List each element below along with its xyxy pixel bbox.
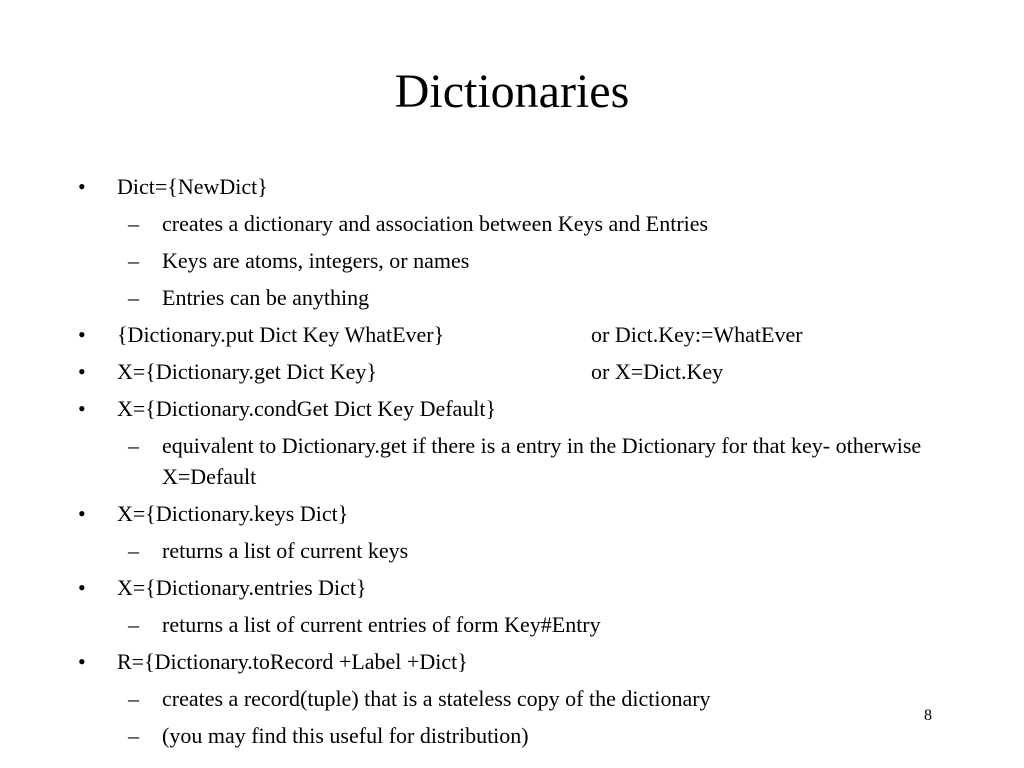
sub-bullet-text: returns a list of current entries of form Key#Entry [162,612,601,637]
dash-marker: – [128,248,139,273]
bullet-text: X={Dictionary.entries Dict} [117,575,367,600]
sub-bullet-item [78,680,958,717]
bullet-item [78,390,958,427]
bullet-text: X={Dictionary.get Dict Key} [117,359,377,384]
bullet-text: X={Dictionary.condGet Dict Key Default} [117,396,497,421]
bullet-marker: • [78,174,86,199]
bullet-marker: • [78,575,86,600]
sub-bullet-item [78,279,958,316]
dash-marker: – [128,538,139,563]
bullet-item [78,569,958,606]
bullet-marker: • [78,501,86,526]
sub-bullet-item [78,205,958,242]
sub-bullet-text: (you may find this useful for distribution) [162,723,529,748]
dash-marker: – [128,612,139,637]
dash-marker: – [128,211,139,236]
sub-bullet-text: equivalent to Dictionary.get if there is a entry in the Dictionary for that key- otherwise X=Default [162,433,922,489]
sub-bullet-item [78,532,958,569]
dash-marker: – [128,686,139,711]
bullet-marker: • [78,649,86,674]
dash-marker: – [128,433,139,458]
sub-bullet-text: creates a record(tuple) that is a stateless copy of the dictionary [162,686,711,711]
sub-bullet-item [78,717,958,754]
dash-marker: – [128,723,139,748]
alternative-syntax: or Dict.Key:=WhatEver [591,322,803,347]
bullet-marker: • [78,396,86,421]
bullet-item [78,353,958,390]
sub-bullet-text: Keys are atoms, integers, or names [162,248,470,273]
bullet-list [78,168,958,754]
bullet-item [78,643,958,680]
alternative-syntax: or X=Dict.Key [591,359,724,384]
bullet-text: {Dictionary.put Dict Key WhatEver} [117,322,445,347]
bullet-marker: • [78,322,86,347]
bullet-text: X={Dictionary.keys Dict} [117,501,349,526]
bullet-text: Dict={NewDict} [117,174,268,199]
sub-bullet-text: returns a list of current keys [162,538,409,563]
sub-bullet-text: Entries can be anything [162,285,370,310]
slide-title: Dictionaries [394,65,630,118]
page-number: 8 [924,707,932,724]
bullet-item [78,316,958,353]
bullet-item [78,495,958,532]
dash-marker: – [128,285,139,310]
sub-bullet-item [78,606,958,643]
sub-bullet-text: creates a dictionary and association between Keys and Entries [162,211,709,236]
sub-bullet-item [78,242,958,279]
bullet-text: R={Dictionary.toRecord +Label +Dict} [117,649,468,674]
bullet-item [78,168,958,205]
bullet-marker: • [78,359,86,384]
sub-bullet-item [78,427,958,495]
